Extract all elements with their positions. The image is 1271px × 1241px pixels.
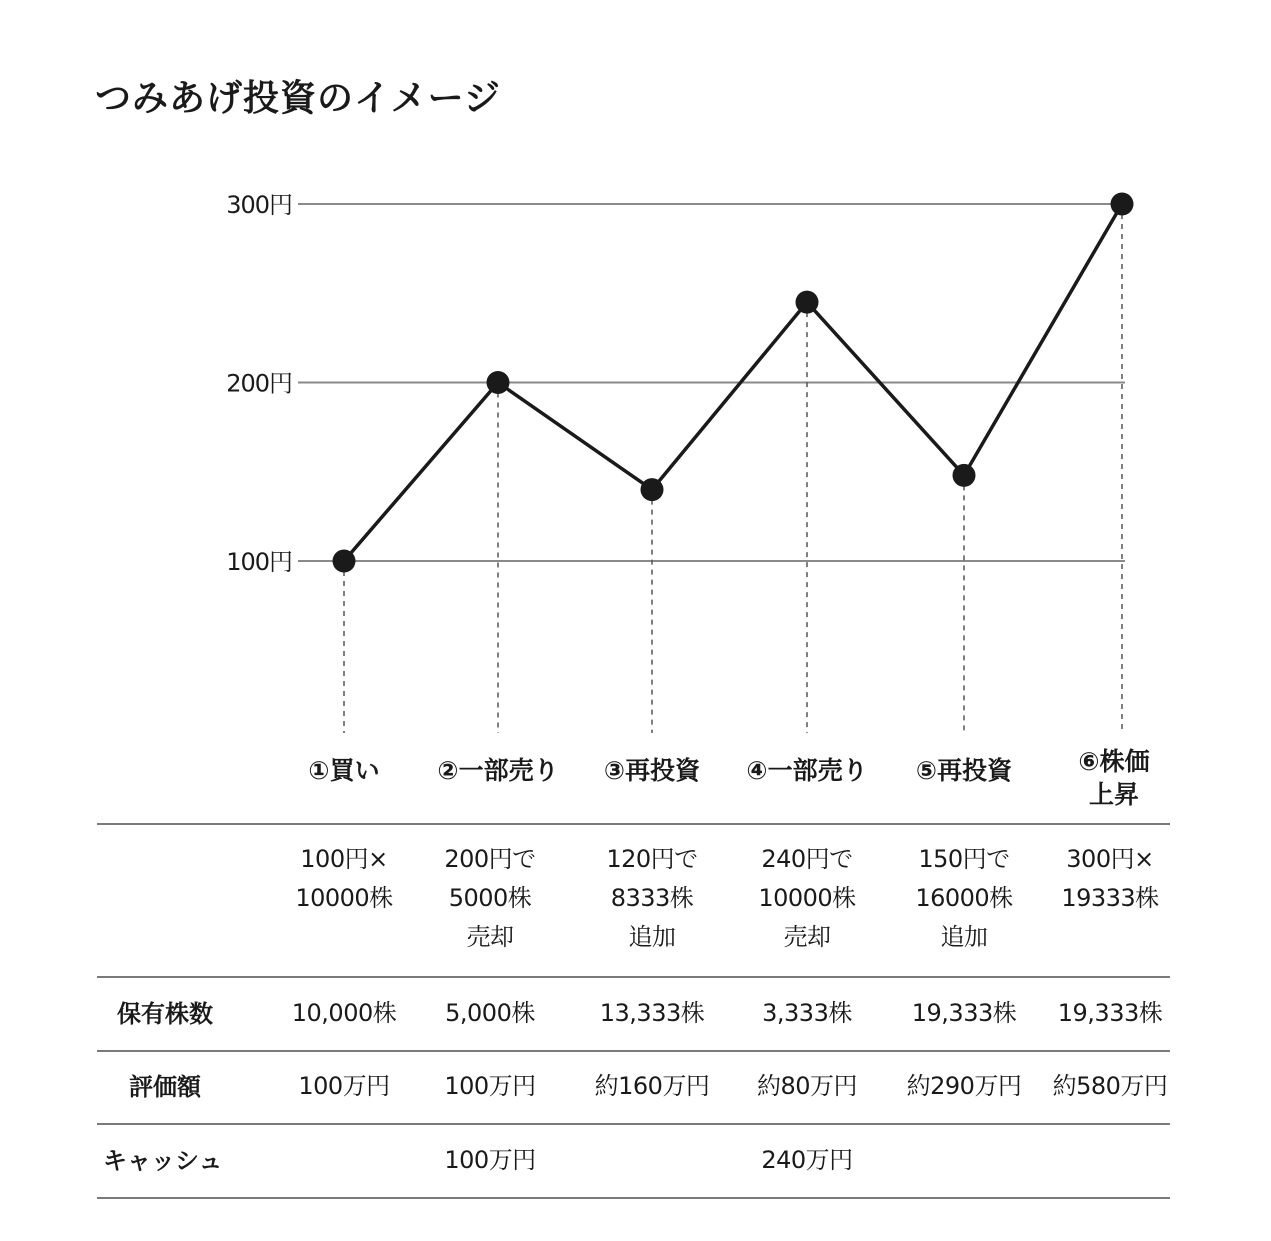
- table-cell: 3,333株: [762, 999, 852, 1027]
- table-cell: 100万円: [444, 1146, 536, 1174]
- y-tick-label: 200円: [226, 369, 292, 398]
- table-divider-1: [97, 976, 1170, 978]
- row-label-valuation: 評価額: [129, 1073, 201, 1101]
- x-tick-label: ②一部売り: [437, 756, 559, 785]
- data-point: [641, 478, 664, 501]
- data-point: [1111, 193, 1134, 216]
- table-cell: 240万円: [761, 1146, 853, 1174]
- table-cell: 約80万円: [756, 1072, 858, 1100]
- x-tick-label: ③再投資: [603, 756, 701, 785]
- table-divider-2: [97, 1050, 1170, 1052]
- description-cell: 200円で 5000株 売却: [444, 845, 536, 951]
- table-cell: 19,333株: [1057, 999, 1163, 1027]
- y-tick-label: 100円: [226, 548, 292, 576]
- table-cell: 約160万円: [594, 1072, 710, 1100]
- description-cell: 150円で 16000株 追加: [915, 845, 1013, 951]
- x-tick-label: ⑤再投資: [915, 756, 1013, 785]
- data-point: [333, 550, 356, 573]
- data-point: [953, 464, 976, 487]
- table-cell: 13,333株: [599, 999, 705, 1027]
- row-label-cash: キャッシュ: [103, 1147, 223, 1175]
- table-divider-bottom: [97, 1197, 1170, 1199]
- description-cell: 100円× 10000株: [295, 845, 393, 912]
- table-cell: 100万円: [444, 1072, 536, 1100]
- x-tick-label: ①買い: [308, 756, 380, 785]
- page-title: つみあげ投資のイメージ: [95, 78, 501, 119]
- x-tick-label: ⑥株価 上昇: [1078, 747, 1150, 809]
- table-cell: 19,333株: [911, 999, 1017, 1027]
- description-cell: 240円で 10000株 売却: [758, 845, 856, 951]
- data-point: [487, 371, 510, 394]
- data-point: [796, 291, 819, 314]
- table-cell: 5,000株: [445, 999, 535, 1027]
- description-cell: 120円で 8333株 追加: [606, 845, 698, 951]
- table-cell: 約290万円: [906, 1072, 1022, 1100]
- row-label-shares: 保有株数: [117, 1000, 213, 1028]
- table-cell: 100万円: [298, 1072, 390, 1100]
- table-divider-top: [97, 823, 1170, 825]
- y-tick-label: 300円: [226, 191, 292, 219]
- table-cell: 約580万円: [1052, 1072, 1168, 1100]
- table-divider-3: [97, 1123, 1170, 1125]
- table-cell: 10,000株: [291, 999, 397, 1027]
- description-cell: 300円× 19333株: [1061, 845, 1159, 912]
- x-tick-label: ④一部売り: [746, 756, 868, 785]
